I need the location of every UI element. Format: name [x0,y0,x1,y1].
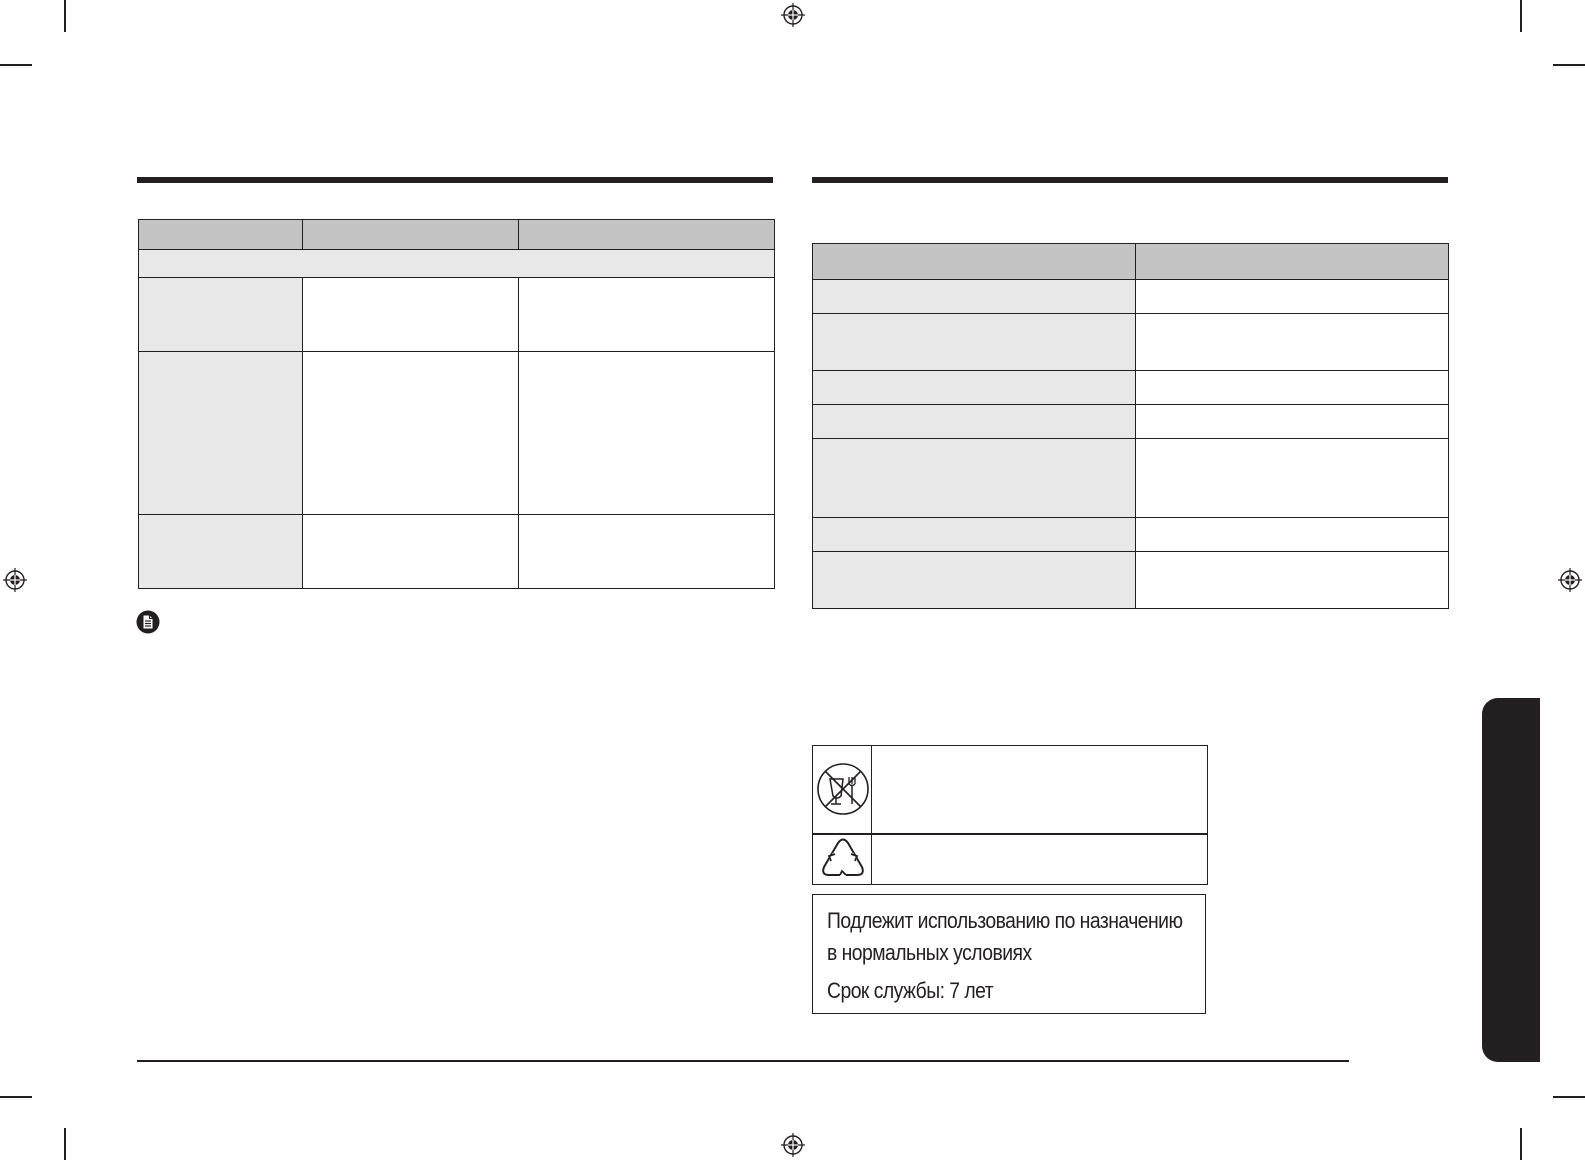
recycle-triangle-icon [818,837,868,881]
table-cell [1136,371,1449,405]
table-cell [139,352,303,515]
table-cell [303,278,519,352]
table-cell [813,552,1136,609]
right-table [812,243,1449,609]
table-row [813,439,1449,518]
registration-mark-icon [781,1133,805,1157]
table-row [139,278,775,352]
table-cell [1136,552,1449,609]
table-row [813,371,1449,405]
table-row [813,244,1449,280]
table-cell [813,405,1136,439]
crop-mark [1553,1096,1585,1098]
table-header-cell [303,220,519,250]
table-header-cell [1136,244,1449,280]
table-row [813,518,1449,552]
table-cell [519,278,775,352]
table-cell [303,352,519,515]
notice-line-1: Подлежит использованию по назначению [827,908,1183,933]
table-row [139,352,775,515]
notice-line-3: Срок службы: 7 лет [827,978,994,1003]
table-cell [813,314,1136,371]
table-section-cell [139,250,775,278]
crop-mark [1520,0,1522,32]
table-cell [519,515,775,589]
table-cell [1136,518,1449,552]
table-header-cell [813,244,1136,280]
table-cell [139,278,303,352]
table-cell [303,515,519,589]
table-cell [1136,280,1449,314]
table-header-cell [139,220,303,250]
table-row [139,250,775,278]
table-row [139,220,775,250]
footer-rule [137,1060,1349,1062]
not-food-contact-icon [816,762,870,816]
table-cell [1136,405,1449,439]
table-row [813,405,1449,439]
left-section-rule [137,177,773,183]
table-row [813,314,1449,371]
crop-mark [64,0,66,32]
crop-mark [1553,64,1585,66]
chapter-side-tab [1482,698,1540,1062]
crop-mark [1520,1128,1522,1160]
note-icon [136,610,160,634]
crop-mark [64,1128,66,1160]
table-header-cell [519,220,775,250]
registration-mark-icon [781,3,805,27]
right-section-rule [812,177,1448,183]
crop-mark [0,64,32,66]
table-cell [1136,439,1449,518]
table-cell [813,280,1136,314]
table-row [813,280,1449,314]
table-row [813,552,1449,609]
left-table [138,219,775,589]
symbol-row-divider [813,833,1207,835]
table-cell [1136,314,1449,371]
notice-line-2: в нормальных условиях [827,940,1032,965]
table-cell [813,518,1136,552]
crop-mark [0,1096,32,1098]
table-cell [139,515,303,589]
service-life-notice [812,894,1206,1014]
registration-mark-icon [3,568,27,592]
registration-mark-icon [1558,568,1582,592]
table-cell [519,352,775,515]
material-symbols-box [812,745,1208,885]
table-cell [813,439,1136,518]
table-cell [813,371,1136,405]
table-row [139,515,775,589]
